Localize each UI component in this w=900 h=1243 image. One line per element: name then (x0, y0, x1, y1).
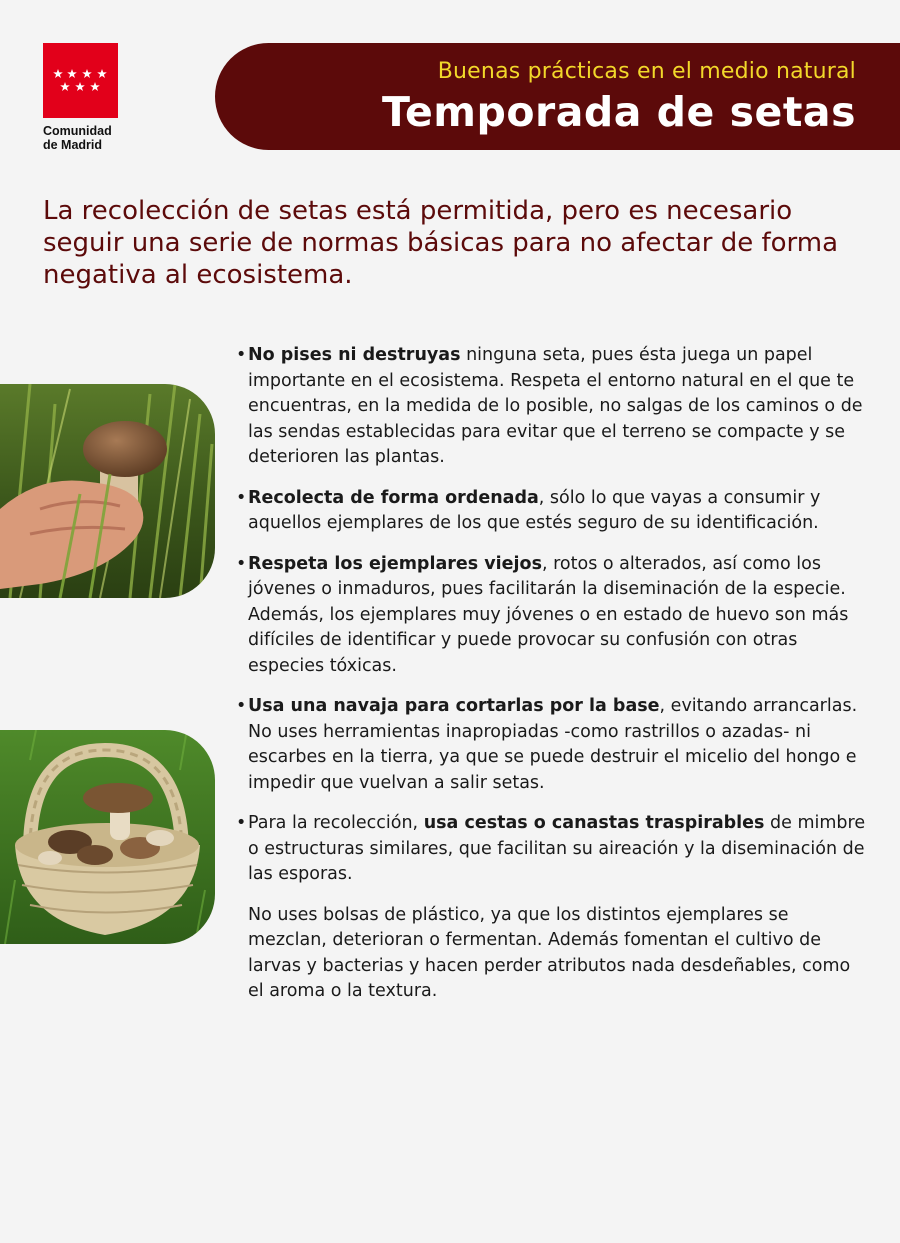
rule-item: • Para la recolección, usa cestas o canastas traspirables de mimbre o estructuras similares, que facilitan su aireación y la diseminación de las esporas. (236, 813, 866, 884)
rule-item: • Recolecta de forma ordenada, sólo lo que vayas a consumir y aquellos ejemplares de los que estés seguro de su identificación. (236, 487, 821, 533)
intro-text: La recolección de setas está permitida, pero es necesario seguir una serie de normas básicas para no afectar de forma negativa al ecosistema. (43, 196, 839, 290)
bullet: • (236, 487, 247, 508)
bullet: • (236, 696, 247, 716)
rule-bold: Respeta los ejemplares viejos (248, 553, 542, 574)
madrid-flag-stars-icon (43, 43, 118, 118)
rule-bold: Usa una navaja para cortarlas por la base (248, 696, 660, 716)
rules-list (236, 343, 866, 1005)
rule-item: • Respeta los ejemplares viejos, rotos o alterados, así como los jóvenes o inmaduros, pues facilitarán la diseminación de la especie. Además, los ejemplares muy jóvenes o en estado de huevo son más difíciles de identificar y puede provocar su confusión con otras especies tóxicas. (236, 553, 849, 676)
bullet: • (236, 345, 247, 365)
header-banner (215, 43, 900, 150)
rule-item: • No pises ni destruyas ninguna seta, pues ésta juega un papel importante en el ecosistema. Respeta el entorno natural en el que te encuentras, en la medida de lo posible, no salgas de los caminos o de las sendas establecidas para evitar que el terreno se compacte y se deterioren las plantas. (236, 345, 863, 467)
logo-line-1: Comunidad (43, 124, 112, 138)
header-subtitle: Buenas prácticas en el medio natural (437, 59, 856, 84)
rule-bold: Recolecta de forma ordenada (248, 487, 539, 508)
closing-paragraph: No uses bolsas de plástico, ya que los distintos ejemplares se mezclan, deterioran o fermentan. Además fomentan el cultivo de larvas y bacterias y hacen perder atributos nada desdeñables, como el aroma o la textura. (248, 904, 851, 1001)
header-title: Temporada de setas (381, 88, 856, 136)
comunidad-de-madrid-logo (43, 43, 119, 152)
bullet: • (236, 553, 247, 574)
basket-of-mushrooms-photo (0, 730, 215, 944)
rule-item: • Usa una navaja para cortarlas por la base, evitando arrancarlas. No uses herramientas inapropiadas -como rastrillos o azadas- ni escarbes en la tierra, ya que se puede destruir el micelio del hongo e impedir que vuelvan a salir setas. (236, 696, 858, 793)
rule-bold: No pises ni destruyas (248, 345, 461, 365)
rule-bold: usa cestas o canastas traspirables (423, 813, 765, 833)
logo-text (43, 124, 119, 152)
logo-line-2: de Madrid (43, 138, 103, 152)
bullet: • (236, 813, 247, 833)
mushroom-in-grass-photo (0, 384, 215, 598)
